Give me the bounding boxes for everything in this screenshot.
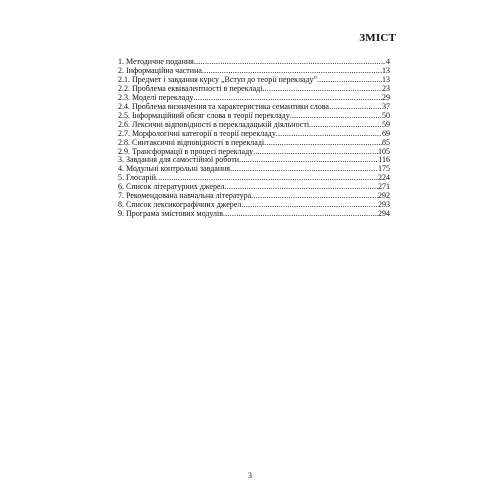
toc-entry-title: 2.3. Моделі перекладу [118,92,194,102]
toc-entry-page: 271 [378,182,390,192]
toc-entry-title: 2.9. Трансформації в процесі перекладу [118,146,254,156]
toc-entry-title: 6. Список літературних джерел [118,182,225,192]
dot-leader [194,58,386,67]
toc-entry-title: 2.1. Предмет і завдання курсу „Вступ до теорії перекладу” [118,74,318,84]
dot-leader [223,210,378,219]
dot-leader [309,121,382,130]
toc-entry-page: 13 [382,65,390,75]
toc-entry-page: 175 [378,164,390,174]
dot-leader [276,130,382,139]
toc-entry-title: 2.5. Інформаційний обсяг слова в теорії перекладу [118,110,290,120]
dot-leader [253,148,378,157]
toc-entry-title: 5. Глосарій [118,173,156,183]
toc-entry-title: 2.8. Синтаксичні відповідності в перекладі [118,137,265,147]
dot-leader [329,103,382,112]
toc-entry-title: 2.6. Лексичні відповідності в перекладацькій діяльності [118,119,310,129]
toc-entry [118,210,390,219]
toc-entry-title: 4. Модульні контрольні завдання [118,164,231,174]
toc-entry-page: 224 [378,173,390,183]
toc-entry-page: 23 [382,83,390,93]
dot-leader [262,85,382,94]
toc-entry-title: 2. Інформаційна частина [118,65,202,75]
toc-entry-page: 69 [382,128,390,138]
toc-entry-page: 292 [378,191,390,201]
toc-entry-title: 9. Програма змістових модулів [118,209,224,219]
toc-entry-title: 1. Методичне подання [118,57,194,66]
toc-entry-page: 50 [382,110,390,120]
toc-entry-page: 294 [378,209,390,219]
toc-entry-title: 3. Завдання для самостійної роботи [118,155,239,165]
toc-entry-page: 105 [378,146,390,156]
toc-entry-title: 2.7. Морфологічні категорії в теорії перекладу [118,128,276,138]
toc-entry-page: 293 [378,200,390,210]
toc-entry-page: 4 [386,57,390,66]
dot-leader [317,76,382,85]
toc-entry-page: 37 [382,101,390,111]
contents-heading: ЗМІСТ [359,32,396,44]
table-of-contents [118,58,390,219]
toc-entry-title: 2.2. Проблема еквівалентності в перекладі [118,83,263,93]
toc-entry-title: 7. Рекомендована навчальна література [118,191,252,201]
dot-leader [239,156,378,165]
toc-entry [118,165,390,174]
toc-entry-title: 2.4. Проблема визначення та характеристика семантики слова [118,101,329,111]
dot-leader [264,139,382,148]
toc-entry-page: 59 [382,119,390,129]
toc-entry-page: 85 [382,137,390,147]
toc-entry-page: 29 [382,92,390,102]
toc-entry-page: 13 [382,74,390,84]
dot-leader [241,201,378,210]
dot-leader [251,192,378,201]
toc-entry-page: 116 [378,155,390,165]
dot-leader [230,165,378,174]
page-number: 3 [248,471,252,480]
toc-entry-title: 8. Список лексикографічних джерел [118,200,242,210]
